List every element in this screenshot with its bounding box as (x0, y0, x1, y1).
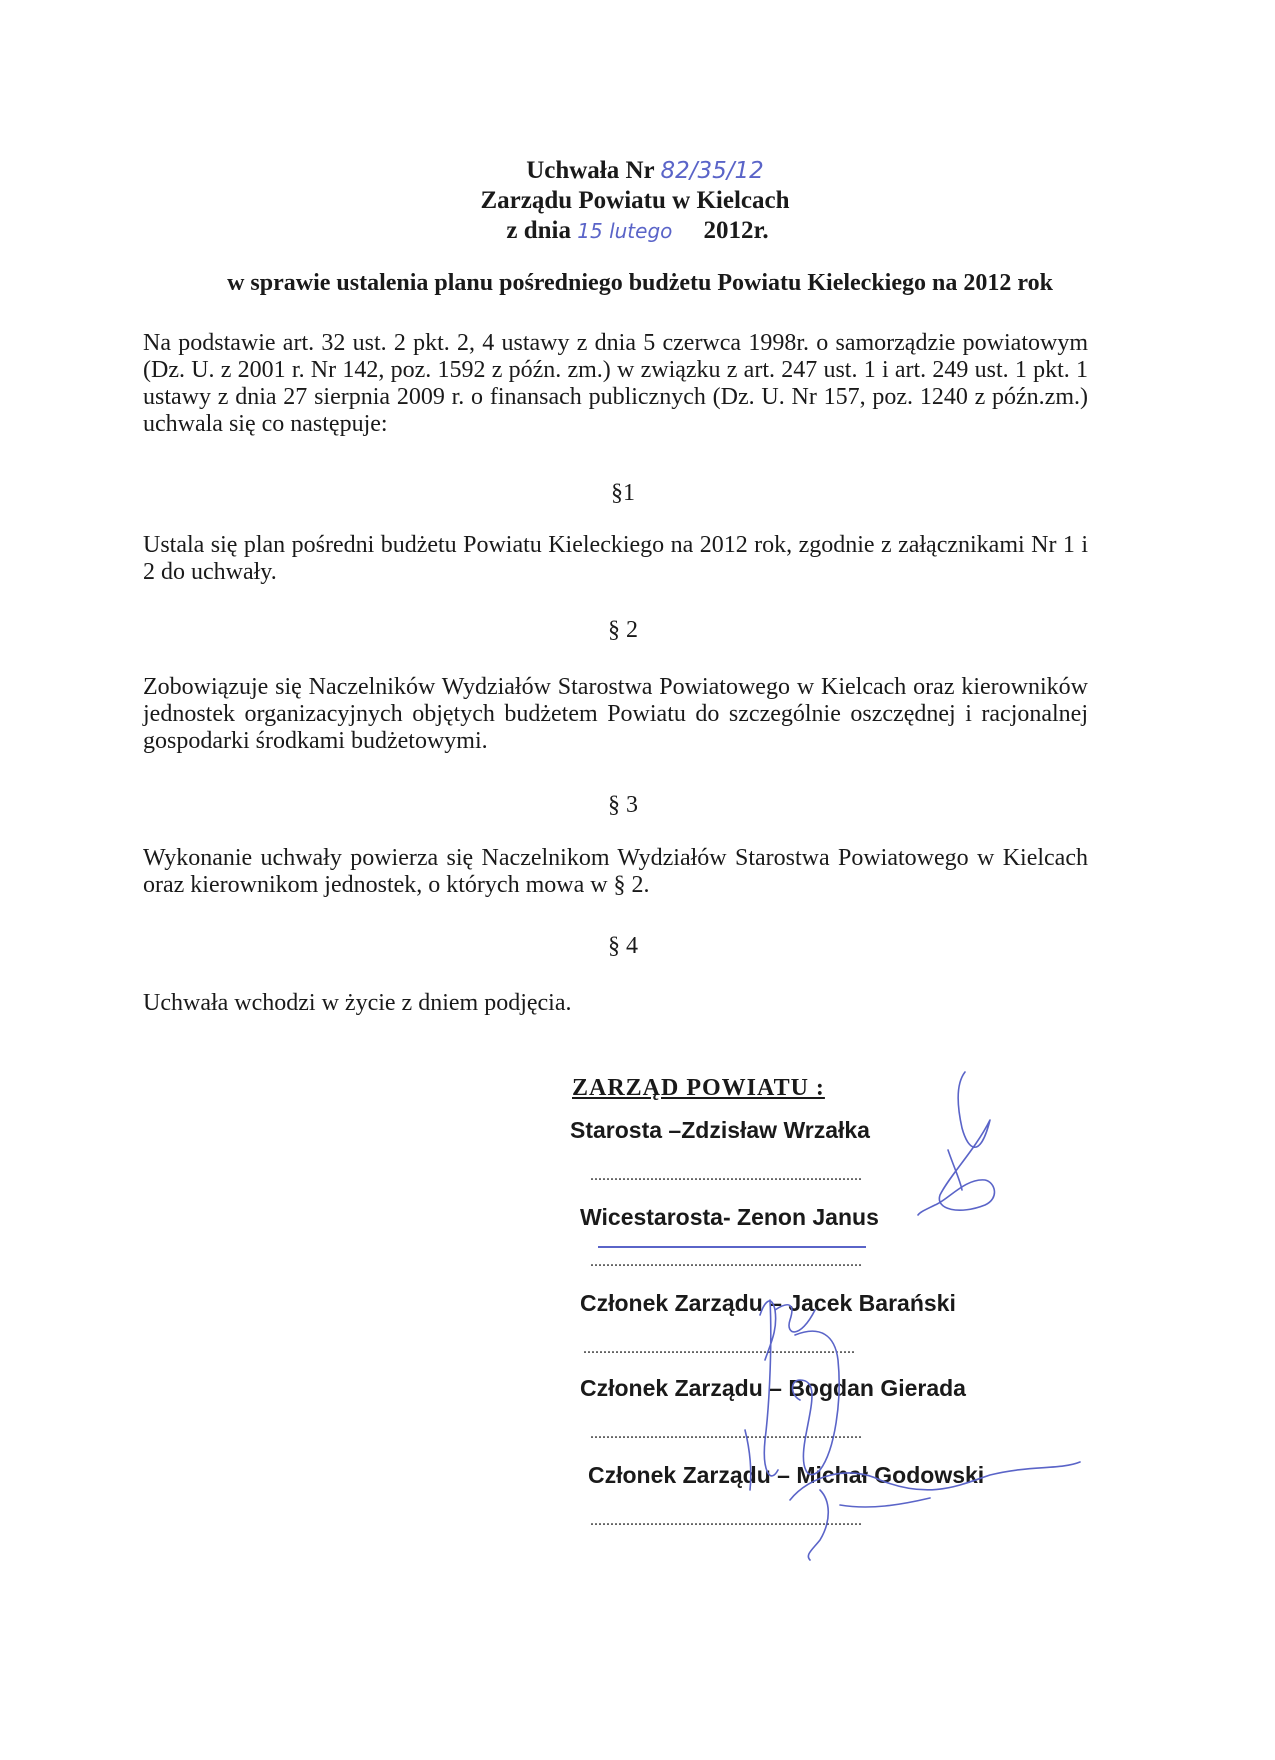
signature-line-5: .................................................................... (590, 1512, 862, 1529)
handwritten-date: 15 lutego (577, 219, 673, 243)
board-header: ZARZĄD POWIATU : (572, 1075, 825, 1101)
section-mark-3: § 3 (608, 792, 638, 818)
legal-basis-paragraph: Na podstawie art. 32 ust. 2 pkt. 2, 4 ustawy z dnia 5 czerwca 1998r. o samorządzie powiatowym (Dz. U. z 2001 r. Nr 142, poz. 1592 z późn. zm.) w związku z art. 247 ust. 1 i art. 249 ust. 1 pkt. 1 ustawy z dnia 27 sierpnia 2009 r. o finansach publicznych (Dz. U. Nr 157, poz. 1240 z późn.zm.) uchwala się co następuje: (143, 330, 1088, 437)
section-text-1: Ustala się plan pośredni budżetu Powiatu Kieleckiego na 2012 rok, zgodnie z załącznikami Nr 1 i 2 do uchwały. (143, 532, 1088, 585)
resolution-date (0, 217, 1275, 245)
resolution-title (0, 157, 1275, 185)
member-baranski: Członek Zarządu – Jacek Barański (580, 1290, 956, 1316)
signature-line-3: .................................................................... (583, 1340, 855, 1357)
section-mark-2: § 2 (608, 617, 638, 643)
member-gierada: Członek Zarządu – Bogdan Gierada (580, 1375, 966, 1401)
signature-starosta (918, 1072, 994, 1215)
section-mark-4: § 4 (608, 933, 638, 959)
section-mark-1: §1 (611, 480, 635, 506)
member-godowski: Członek Zarządu – Michał Godowski (588, 1462, 985, 1488)
member-wicestarosta: Wicestarosta- Zenon Janus (580, 1204, 879, 1230)
handwritten-resolution-number: 82/35/12 (660, 158, 764, 184)
section-text-3: Wykonanie uchwały powierza się Naczelnikom Wydziałów Starostwa Powiatowego w Kielcach oraz kierownikom jednostek, o których mowa w § 2. (143, 845, 1088, 898)
resolution-subject: w sprawie ustalenia planu pośredniego budżetu Powiatu Kieleckiego na 2012 rok (227, 270, 1053, 296)
issuing-body (0, 187, 1275, 215)
date-year: 2012r. (703, 217, 769, 244)
signature-line-2: .................................................................... (590, 1253, 862, 1270)
signature-line-4: .................................................................... (590, 1425, 862, 1442)
section-text-2: Zobowiązuje się Naczelników Wydziałów Starostwa Powiatowego w Kielcach oraz kierowników jednostek organizacyjnych objętych budżetem Powiatu do szczególnie oszczędnej i racjonalnej gospodarki środkami budżetowymi. (143, 674, 1088, 754)
member-starosta: Starosta –Zdzisław Wrzałka (570, 1117, 870, 1143)
issuing-body-text: Zarządu Powiatu w Kielcach (480, 187, 790, 214)
handwritten-underline (598, 1246, 866, 1248)
section-text-4: Uchwała wchodzi w życie z dniem podjęcia. (143, 990, 572, 1016)
date-prefix: z dnia (506, 217, 572, 244)
signature-line-1: .................................................................... (590, 1167, 862, 1184)
title-prefix: Uchwała Nr (526, 157, 655, 184)
